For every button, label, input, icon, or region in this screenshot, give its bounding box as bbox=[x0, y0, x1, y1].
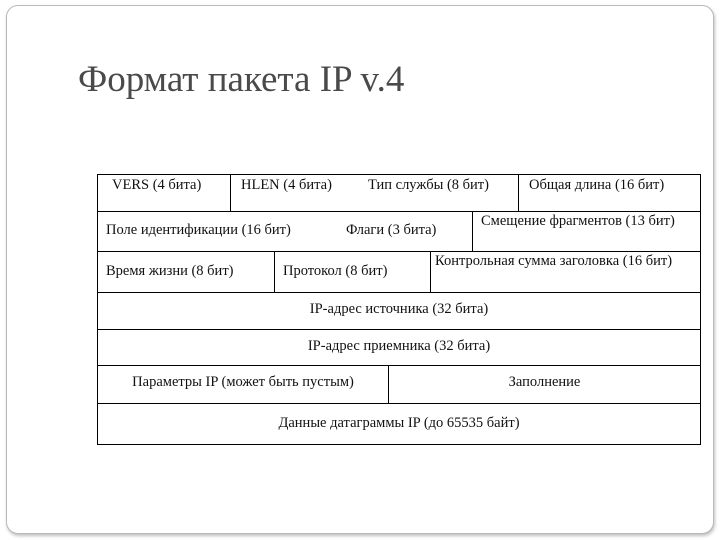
header-row-1 bbox=[98, 175, 700, 212]
field-padding: Заполнение bbox=[388, 365, 700, 403]
field-options: Параметры IP (может быть пустым) bbox=[132, 374, 354, 390]
header-row-6 bbox=[98, 365, 700, 404]
field-datagram-data: Данные датаграммы IP (до 65535 байт) bbox=[278, 415, 520, 431]
field-fragment-offset: Смещение фрагментов (13 бит) bbox=[472, 211, 700, 251]
header-row-3 bbox=[98, 251, 700, 293]
field-tos: Тип службы (8 бит) bbox=[368, 177, 489, 193]
header-row-5 bbox=[98, 329, 700, 366]
field-source-address: IP-адрес источника (32 бита) bbox=[309, 301, 489, 317]
field-total-length: Общая длина (16 бит) bbox=[518, 175, 700, 211]
ip-header-table bbox=[97, 174, 701, 445]
data-row bbox=[98, 403, 700, 444]
field-destination-address: IP-адрес приемника (32 бита) bbox=[307, 338, 491, 354]
slide-title: Формат пакета IP v.4 bbox=[78, 59, 405, 100]
header-row-2 bbox=[98, 211, 700, 252]
field-vers: VERS (4 бита) bbox=[112, 177, 202, 193]
field-identification: Поле идентификации (16 бит) bbox=[106, 222, 291, 238]
field-flags: Флаги (3 бита) bbox=[346, 222, 437, 238]
field-header-checksum: Контрольная сумма заголовка (16 бит) bbox=[430, 251, 700, 292]
field-hlen: HLEN (4 бита) bbox=[230, 175, 360, 211]
field-ttl: Время жизни (8 бит) bbox=[106, 263, 234, 279]
field-protocol: Протокол (8 бит) bbox=[274, 251, 430, 292]
header-row-4 bbox=[98, 292, 700, 330]
